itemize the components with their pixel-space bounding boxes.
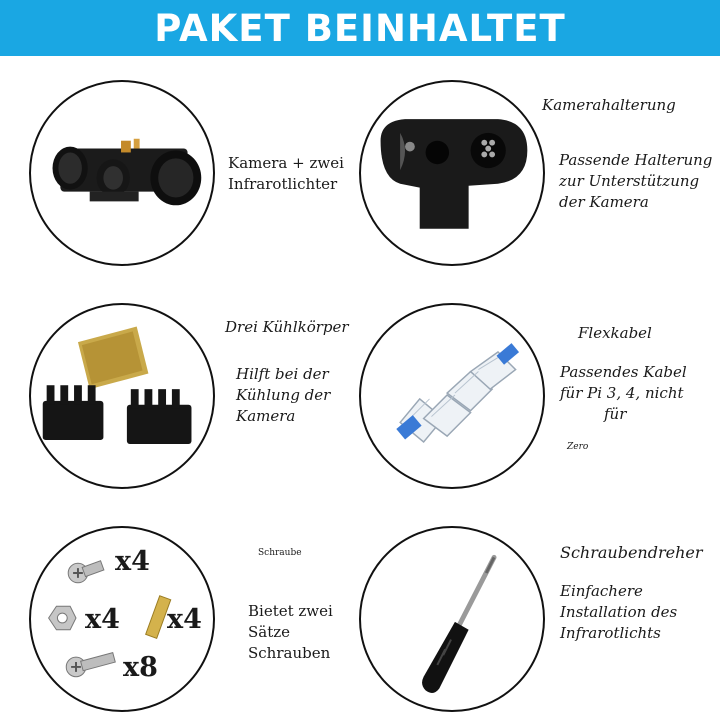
cable-description [560, 362, 687, 425]
heatsink-description [236, 364, 330, 427]
screws-description [248, 601, 333, 664]
cable-note: Zero [567, 442, 589, 452]
screws-desc-line-3: Schrauben [248, 644, 331, 662]
long-screw-qty: x8 [123, 652, 158, 683]
cable-desc-line-2: für Pi 3, 4, nicht [560, 384, 684, 402]
holder-desc-line-3: der Kamera [559, 193, 649, 211]
holder-desc-line-1: Passende Halterung [559, 151, 713, 169]
screwdriver-illustration [361, 528, 543, 710]
cable-circle [359, 303, 545, 489]
screws-desc-line-1: Bietet zwei [248, 602, 333, 620]
page-title: PAKET BEINHALTET [154, 6, 566, 50]
flex-cable-illustration [361, 305, 543, 487]
screws-circle [29, 526, 215, 712]
screwdriver-circle [359, 526, 545, 712]
header-banner [0, 0, 720, 56]
heatsink-desc-line-2: Kühlung der [236, 386, 331, 404]
holder-description [559, 150, 712, 213]
heatsink-desc-line-3: Kamera [236, 407, 296, 425]
screw-qty: x4 [115, 546, 150, 577]
camera-description [228, 153, 344, 195]
heatsink-title: Drei Kühlkörper [225, 318, 349, 336]
screwdriver-desc-line-2: Installation des [560, 603, 678, 621]
camera-circle [29, 80, 215, 266]
screws-desc-line-2: Sätze [248, 623, 291, 641]
camera-holder-illustration [361, 82, 543, 264]
screwdriver-description [560, 581, 677, 644]
screwdriver-desc-line-3: Infrarotlichts [560, 624, 661, 642]
screws-label: Schraube [258, 548, 302, 558]
heatsink-desc-line-1: Hilft bei der [236, 365, 329, 383]
camera-desc-line-1: Kamera + zwei [228, 154, 344, 172]
holder-title: Kamerahalterung [542, 96, 676, 114]
screwdriver-title: Schraubendreher [560, 543, 703, 562]
camera-illustration [31, 82, 213, 264]
holder-circle [359, 80, 545, 266]
heatsink-circle [29, 303, 215, 489]
screwdriver-desc-line-1: Einfachere [560, 582, 643, 600]
camera-desc-line-2: Infrarotlichter [228, 175, 338, 193]
standoff-qty: x4 [167, 604, 202, 635]
nut-qty: x4 [85, 604, 120, 635]
holder-desc-line-2: zur Unterstützung [559, 172, 700, 190]
cable-title: Flexkabel [578, 324, 652, 342]
cable-desc-line-1: Passendes Kabel [560, 363, 687, 381]
heatsink-illustration [31, 305, 213, 487]
cable-desc-line-3: für [604, 405, 627, 423]
